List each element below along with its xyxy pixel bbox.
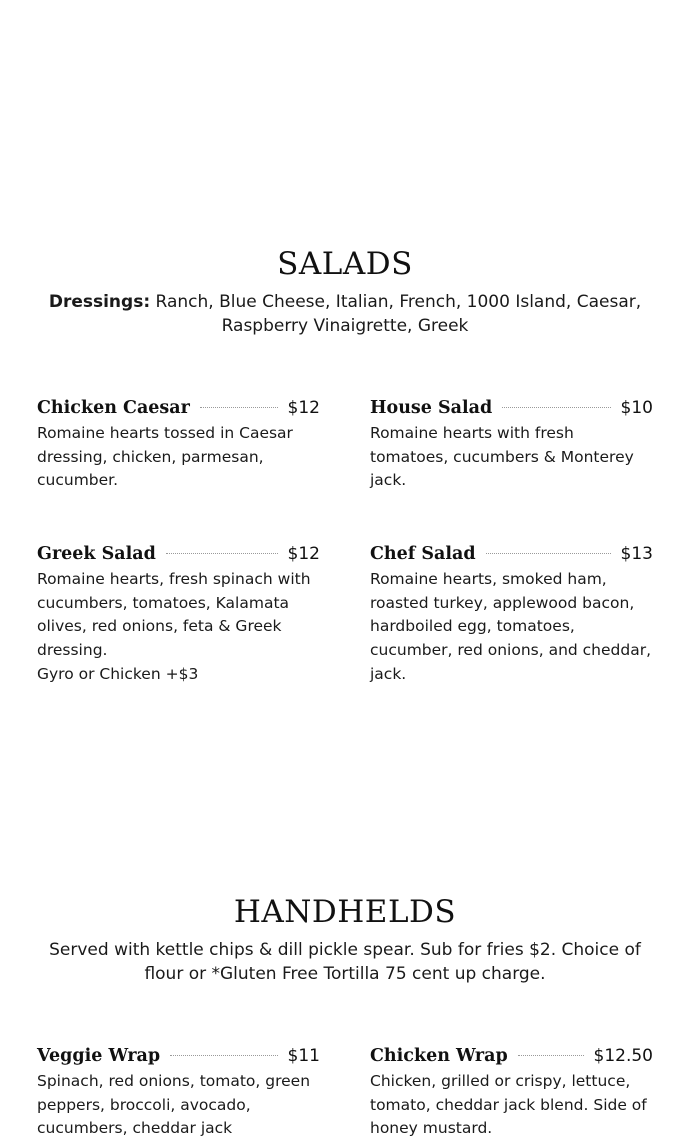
dotted-leader [166, 552, 278, 554]
menu-item-name: Chicken Wrap [370, 1046, 508, 1066]
menu-item-description: Romaine hearts with fresh tomatoes, cucumbers & Monterey jack. [370, 424, 634, 490]
menu-item-name: Chef Salad [370, 544, 476, 564]
dressings-line [40, 290, 650, 338]
menu-item-chef-salad [370, 541, 653, 687]
menu-item-description: Spinach, red onions, tomato, green peppers, broccoli, avocado, cucumbers, cheddar jack [37, 1072, 311, 1138]
menu-item-chicken-wrap [370, 1043, 653, 1141]
salads-title: SALADS [277, 246, 413, 282]
menu-item-price: $12 [287, 398, 320, 418]
menu-item-description: Romaine hearts tossed in Caesar dressing, chicken, parmesan, cucumber. [37, 424, 293, 490]
dotted-leader [486, 552, 611, 554]
menu-item-header [37, 395, 320, 421]
dressings-label: Dressings: [48, 292, 151, 312]
menu-item-greek-salad [37, 541, 320, 687]
menu-item-name: Chicken Caesar [37, 398, 190, 418]
menu-item-veggie-wrap [37, 1043, 320, 1141]
menu-item-description: Romaine hearts, smoked ham, roasted turkey, applewood bacon, hardboiled egg, tomatoes, cucumber, red onions, and cheddar, jack. [370, 570, 652, 683]
salads-section [0, 245, 690, 338]
menu-item-description: Chicken, grilled or crispy, lettuce, tomato, cheddar jack blend. Side of honey mustard. [370, 1072, 647, 1138]
menu-item-description: Romaine hearts, fresh spinach with cucumbers, tomatoes, Kalamata olives, red onions, feta & Greek dressing. [37, 570, 311, 660]
handhelds-title: HANDHELDS [233, 894, 457, 930]
dotted-leader [518, 1054, 584, 1056]
dotted-leader [170, 1054, 277, 1056]
menu-item-house-salad [370, 395, 653, 493]
menu-item-price: $11 [287, 1046, 320, 1066]
handhelds-section [0, 893, 690, 986]
menu-item-name: Veggie Wrap [37, 1046, 161, 1066]
dotted-leader [200, 406, 278, 408]
menu-item-price: $10 [620, 398, 653, 418]
menu-item-price: $12.50 [593, 1046, 653, 1066]
menu-item-chicken-caesar [37, 395, 320, 493]
menu-item-name: House Salad [370, 398, 493, 418]
menu-item-header [370, 395, 653, 421]
menu-item-price: $12 [287, 544, 320, 564]
dressings-text: Ranch, Blue Cheese, Italian, French, 1000 Island, Caesar, Raspberry Vinaigrette, Greek [155, 292, 642, 336]
menu-item-header [370, 541, 653, 567]
handhelds-subtitle: Served with kettle chips & dill pickle spear. Sub for fries $2. Choice of flour or *Gluten Free Tortilla 75 cent up charge. [49, 940, 641, 984]
menu-item-header [37, 1043, 320, 1069]
menu-item-header [370, 1043, 653, 1069]
menu-item-name: Greek Salad [37, 544, 156, 564]
menu-item-price: $13 [620, 544, 653, 564]
menu-item-header [37, 541, 320, 567]
menu-item-addon: Gyro or Chicken +$3 [37, 664, 199, 683]
dotted-leader [502, 406, 610, 408]
